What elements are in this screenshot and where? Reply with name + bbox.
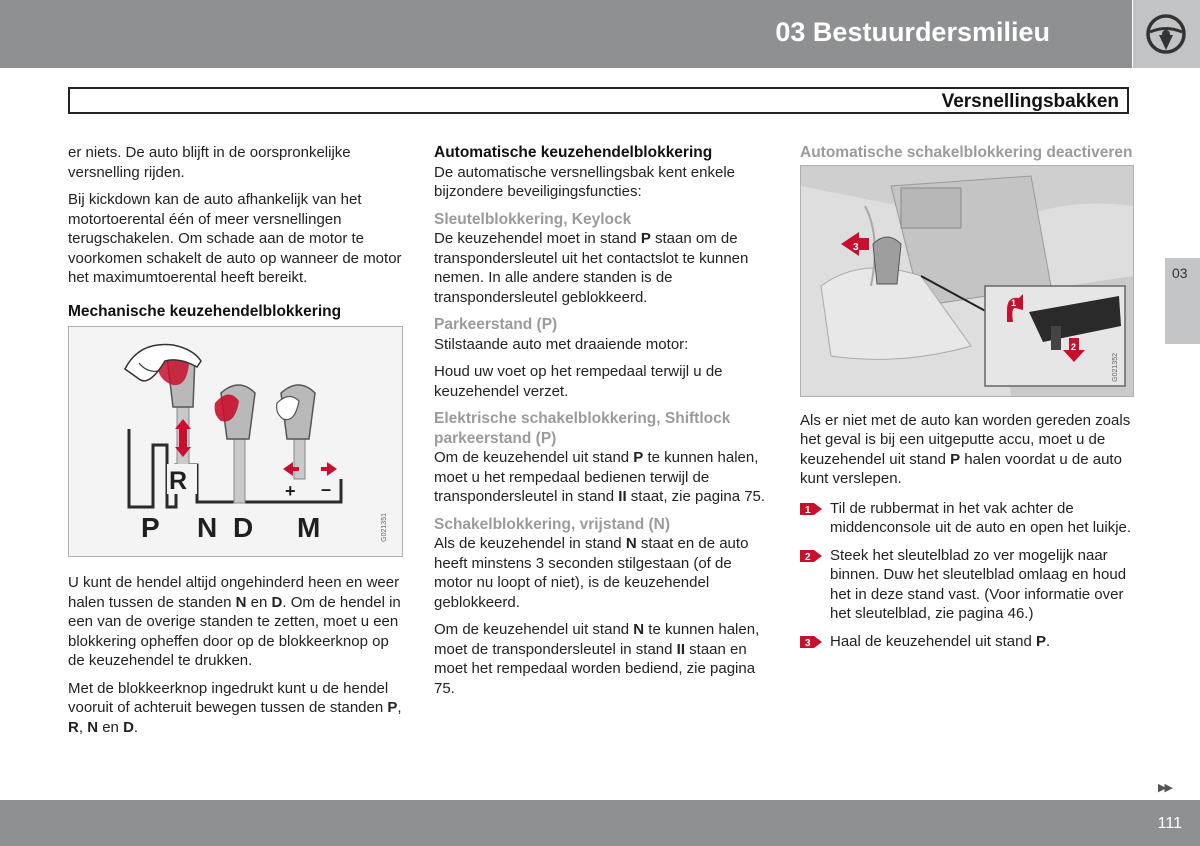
subheading-keylock: Sleutelblokkering, Keylock	[434, 210, 632, 228]
chapter-header-bar	[0, 0, 1132, 68]
gear-letter-d: D	[233, 512, 254, 543]
figure-code: G021352	[1111, 352, 1119, 382]
paragraph: Bij kickdown kan de auto afhankelijk van het motortoerental één of meer versnellingen terugschakelen. Om schade aan de motor te voorkomen schakelt de auto op wanneer de motor het maximumtoerental heeft bereikt.	[68, 191, 402, 286]
step-2: 2 Steek het sleutelblad zo ver mogelijk naar binnen. Duw het sleutelblad omlaag en houd het in deze stand vast. (Voor informatie over het sleutelblad, zie pagina 46.)	[800, 546, 1140, 624]
svg-text:3: 3	[853, 241, 859, 253]
step-3: 3 Haal de keuzehendel uit stand P.	[800, 632, 1140, 652]
subheading-neutral: Schakelblokkering, vrijstand (N)	[434, 515, 671, 533]
paragraph: Als de keuzehendel in stand N staat en de auto heeft minstens 3 seconden stilgestaan (of de motor nu loopt of niet), is de keuzehendel geblokkeerd.	[434, 535, 749, 611]
paragraph: Stilstaande auto met draaiende motor:	[434, 335, 689, 353]
paragraph: De keuzehendel moet in stand P staan om de transpondersleutel uit het contactslot te kunnen nemen. In alle andere standen is de transpondersleutel geblokkeerd.	[434, 230, 749, 306]
plus-sign: +	[285, 481, 296, 501]
svg-text:3: 3	[805, 637, 811, 649]
chapter-side-tab[interactable]	[1165, 258, 1200, 344]
paragraph: De automatische versnellingsbak kent enkele bijzondere beveiligingsfuncties:	[434, 163, 736, 200]
svg-text:1: 1	[805, 504, 811, 516]
paragraph: U kunt de hendel altijd ongehinderd heen en weer halen tussen de standen N en D. Om de hendel in een van de overige standen te zetten, moet u een blokkering opheffen door op de blokkeerknop op de keuzehendel te drukken.	[68, 574, 401, 669]
column-3	[800, 143, 1140, 659]
footer-bar	[0, 800, 1200, 846]
paragraph: Als er niet met de auto kan worden gereden zoals het geval is bij een uitgeputte accu, moet u de keuzehendel uit stand P halen voordat u de auto kunt verslepen.	[800, 411, 1131, 487]
minus-sign: –	[321, 479, 332, 499]
step-1-icon	[800, 501, 822, 517]
subheading-shiftlock: Elektrische schakelblokkering, Shiftlock parkeerstand (P)	[434, 410, 731, 447]
section-title: Versnellingsbakken	[941, 91, 1119, 112]
paragraph: Houd uw voet op het rempedaal terwijl u de keuzehendel verzet.	[434, 363, 723, 400]
page-number: 111	[1157, 815, 1182, 832]
column-1	[68, 143, 406, 745]
gate-letter-r: R	[169, 467, 188, 495]
paragraph: Met de blokkeerknop ingedrukt kunt u de hendel vooruit of achteruit bewegen tussen de standen P, R, N en D.	[68, 679, 402, 736]
gear-selector-illustration	[69, 327, 402, 556]
heading-deactivate: Automatische schakelblokkering deactiveren	[800, 144, 1133, 161]
steering-wheel-icon	[1145, 13, 1187, 55]
step-3-icon	[800, 634, 822, 650]
step-2-icon	[800, 548, 822, 564]
gear-letter-m: M	[297, 512, 321, 543]
svg-text:1: 1	[1011, 297, 1017, 308]
svg-text:2: 2	[805, 551, 811, 563]
next-page-arrows-icon[interactable]: ▶▶	[1158, 782, 1171, 794]
paragraph: Om de keuzehendel uit stand N te kunnen halen, moet de transpondersleutel in stand II staan en moet het rempedaal worden bediend, zie pagina 75.	[434, 621, 760, 697]
console-figure	[800, 165, 1134, 397]
paragraph: er niets. De auto blijft in de oorspronkelijke versnelling rijden.	[68, 144, 351, 181]
heading-mechanical-lock: Mechanische keuzehendelblokkering	[68, 302, 342, 320]
section-header	[68, 87, 1129, 114]
heading-automatic-lock: Automatische keuzehendelblokkering	[434, 144, 713, 161]
column-2	[434, 143, 774, 706]
gear-selector-figure	[68, 326, 403, 557]
svg-text:2: 2	[1071, 341, 1077, 352]
figure-code: G021351	[380, 513, 388, 542]
chapter-icon-box	[1133, 0, 1200, 68]
paragraph: Om de keuzehendel uit stand P te kunnen halen, moet u het rempedaal bedienen terwijl de transpondersleutel in stand II staat, zie pagina 75.	[434, 449, 766, 505]
gear-letter-p: P	[141, 512, 160, 543]
subheading-park: Parkeerstand (P)	[434, 316, 558, 333]
step-1: 1 Til de rubbermat in het vak achter de middenconsole uit de auto en open het luikje.	[800, 499, 1140, 538]
chapter-title: 03 Bestuurdersmilieu	[775, 17, 1050, 47]
gear-letter-n: N	[197, 512, 218, 543]
console-illustration	[801, 166, 1133, 396]
side-tab-label: 03	[1172, 265, 1188, 281]
